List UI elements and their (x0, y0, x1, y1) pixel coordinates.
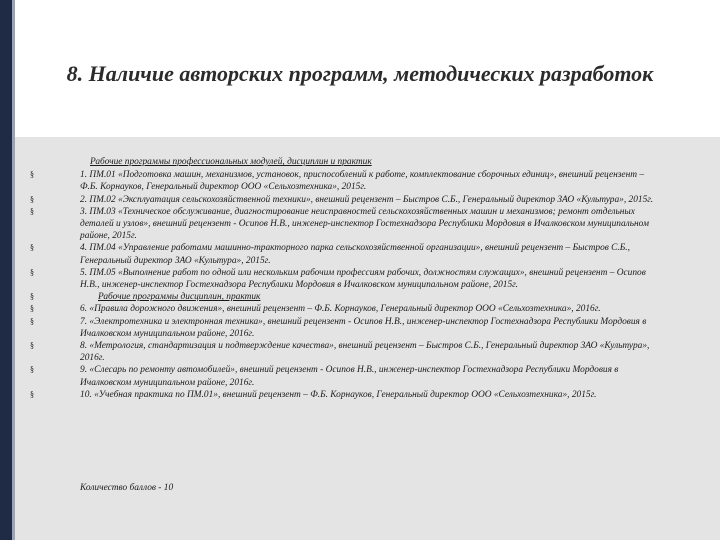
bullet-icon: § (30, 304, 34, 314)
bullet-icon: § (30, 267, 34, 277)
list-heading (30, 156, 660, 168)
list-item-text: 6. «Правила дорожного движения», внешний рецензент – Ф.Б. Корнауков, Генеральный директор ООО «Сельхозтехника», 2016г. (80, 304, 601, 315)
bullet-icon: § (30, 292, 34, 302)
list-item-text: 9. «Слесарь по ремонту автомобилей», внешний рецензент - Осипов Н.В., инженер-инспектор Гостехнадзора Республики Мордовия в Ичалковском муниципальном районе, 2016г. (80, 365, 619, 388)
bullet-icon: § (30, 316, 34, 326)
bullet-icon: § (30, 341, 34, 351)
list-item-text: 5. ПМ.05 «Выполнение работ по одной или нескольким рабочим профессиям рабочих, должностям служащих», внешний рецензент – Осипов Н.В., инженер-инспектор Гостехнадзора Республики Мордовия в Ичалковском муниципальном районе, 2015г. (80, 267, 646, 291)
list-item (30, 267, 660, 291)
list-item-text: 3. ПМ.03 «Техническое обслуживание, диагностирование неисправностей сельскохозяйственных машин и механизмов; ремонт отдельных деталей и узлов», внешний рецензент - Осипов Н.В., инженер-инспектор Гостехнадзора Республики Мордовия в Ичалковском муниципальном районе, 2015г. (80, 206, 649, 242)
left-accent-bar (0, 0, 12, 540)
list-item-text: 10. «Учебная практика по ПМ.01», внешний рецензент – Ф.Б. Корнауков, Генеральный директор ООО «Сельхозтехника», 2015г. (80, 389, 597, 400)
list-item (30, 169, 660, 193)
bullet-icon: § (30, 170, 34, 180)
list-item (30, 364, 660, 388)
list-item-text: 8. «Метрология, стандартизация и подтверждение качества», внешний рецензент – Быстров С.Б., Генеральный директор ЗАО «Культура», 2016г. (80, 341, 650, 364)
list-heading (30, 291, 660, 303)
list-item (30, 242, 660, 266)
list-item-text: Рабочие программы профессиональных модулей, дисциплин и практик (90, 157, 372, 167)
list-item-text: 1. ПМ.01 «Подготовка машин, механизмов, установок, приспособлений к работе, комплектование сборочных единиц», внешний рецензент – Ф.Б. Корнауков, Генеральный директор ООО «Сельхозтехника», 2015г. (80, 170, 645, 193)
list-item (30, 303, 660, 315)
bullet-icon: § (30, 206, 34, 216)
bullet-icon: § (30, 365, 34, 375)
list-item (30, 206, 660, 243)
slide-title: 8. Наличие авторских программ, методических разработок (66, 61, 654, 86)
list-item (30, 340, 660, 364)
list-item-text: 4. ПМ.04 «Управление работами машинно-тракторного парка сельскохозяйственной организации», внешний рецензент – Быстров С.Б., Генеральный директор ЗАО «Культура», 2015г. (80, 243, 630, 266)
bullet-icon: § (30, 389, 34, 399)
list-item-text: Рабочие программы дисциплин, практик (98, 292, 261, 303)
bullet-icon: § (30, 194, 34, 204)
list-item-text: 2. ПМ.02 «Эксплуатация сельскохозяйственной техники», внешний рецензент – Быстров С.Б., Генеральный директор ЗАО «Культура», 2015г. (80, 194, 654, 205)
score-text: Количество баллов - 10 (80, 483, 174, 493)
list-item-text: 7. «Электротехника и электронная техника», внешний рецензент - Осипов Н.В., инженер-инспектор Гостехнадзора Республики Мордовия в Ичалковском муниципальном районе, 2016г. (80, 316, 647, 339)
programs-list (30, 156, 660, 401)
list-item (30, 316, 660, 340)
bullet-icon: § (30, 243, 34, 253)
list-item (30, 194, 660, 206)
list-item (30, 389, 660, 401)
